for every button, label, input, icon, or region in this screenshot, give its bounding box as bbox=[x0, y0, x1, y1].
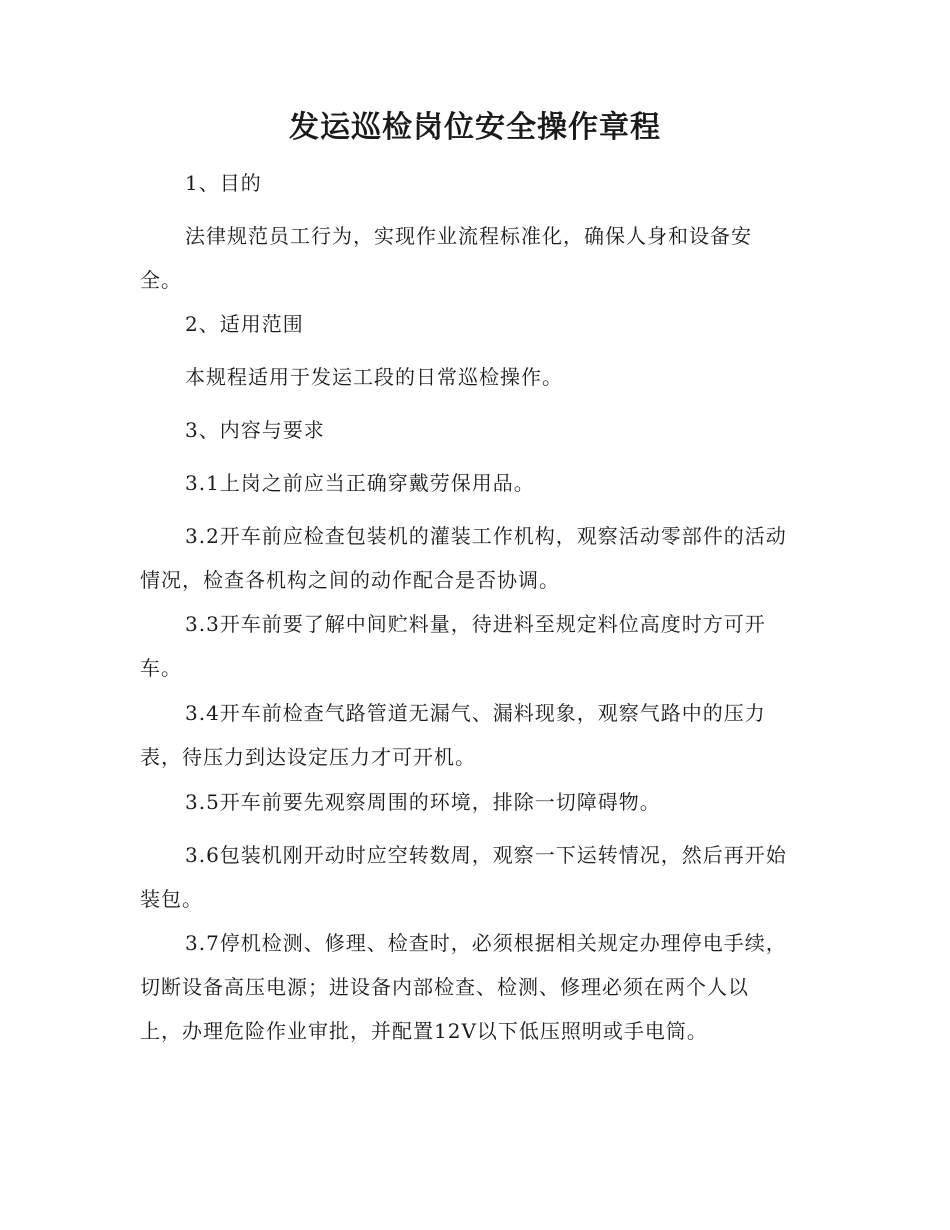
paragraph-line: 3、内容与要求 bbox=[185, 418, 325, 442]
section-heading-requirements bbox=[140, 408, 810, 452]
document-title: 发运巡检岗位安全操作章程 bbox=[289, 110, 661, 145]
paragraph-line: 3.2开车前应检查包装机的灌装工作机构，观察活动零部件的活动 bbox=[185, 524, 787, 548]
paragraph-line: 上，办理危险作业审批，并配置12V以下低压照明或手电筒。 bbox=[140, 1019, 708, 1043]
paragraph-line: 车。 bbox=[140, 656, 182, 680]
paragraph-line: 3.4开车前检查气路管道无漏气、漏料现象，观察气路中的压力 bbox=[185, 701, 766, 725]
paragraph-line: 法律规范员工行为，实现作业流程标准化，确保人身和设备安 bbox=[185, 224, 752, 248]
paragraph-line: 3.5开车前要先观察周围的环境，排除一切障碍物。 bbox=[185, 790, 661, 814]
paragraph-line: 装包。 bbox=[140, 887, 203, 911]
requirement-item-3-5 bbox=[140, 780, 810, 824]
paragraph-line: 3.3开车前要了解中间贮料量，待进料至规定料位高度时方可开 bbox=[185, 612, 766, 636]
paragraph-line: 切断设备高压电源；进设备内部检查、检测、修理必须在两个人以 bbox=[140, 975, 749, 999]
requirement-item-3-4 bbox=[140, 691, 810, 779]
paragraph-purpose-text bbox=[140, 214, 810, 302]
paragraph-line: 表，待压力到达设定压力才可开机。 bbox=[140, 745, 476, 769]
paragraph-line: 3.6包装机刚开动时应空转数周，观察一下运转情况，然后再开始 bbox=[185, 843, 787, 867]
paragraph-line: 2、适用范围 bbox=[185, 312, 304, 336]
requirement-item-3-2 bbox=[140, 514, 810, 602]
paragraph-line: 本规程适用于发运工段的日常巡检操作。 bbox=[185, 365, 563, 389]
section-heading-scope bbox=[140, 302, 810, 346]
paragraph-scope-text bbox=[140, 355, 810, 399]
section-heading-purpose bbox=[140, 161, 810, 205]
paragraph-line: 3.7停机检测、修理、检查时，必须根据相关规定办理停电手续， bbox=[185, 931, 787, 955]
paragraph-line: 全。 bbox=[140, 268, 182, 292]
paragraph-line: 1、目的 bbox=[185, 171, 262, 195]
requirement-item-3-7 bbox=[140, 921, 810, 1053]
requirement-item-3-6 bbox=[140, 833, 810, 921]
paragraph-line: 3.1上岗之前应当正确穿戴劳保用品。 bbox=[185, 471, 535, 495]
requirement-item-3-1 bbox=[140, 461, 810, 505]
paragraph-line: 情况，检查各机构之间的动作配合是否协调。 bbox=[140, 568, 560, 592]
requirement-item-3-3 bbox=[140, 602, 810, 690]
